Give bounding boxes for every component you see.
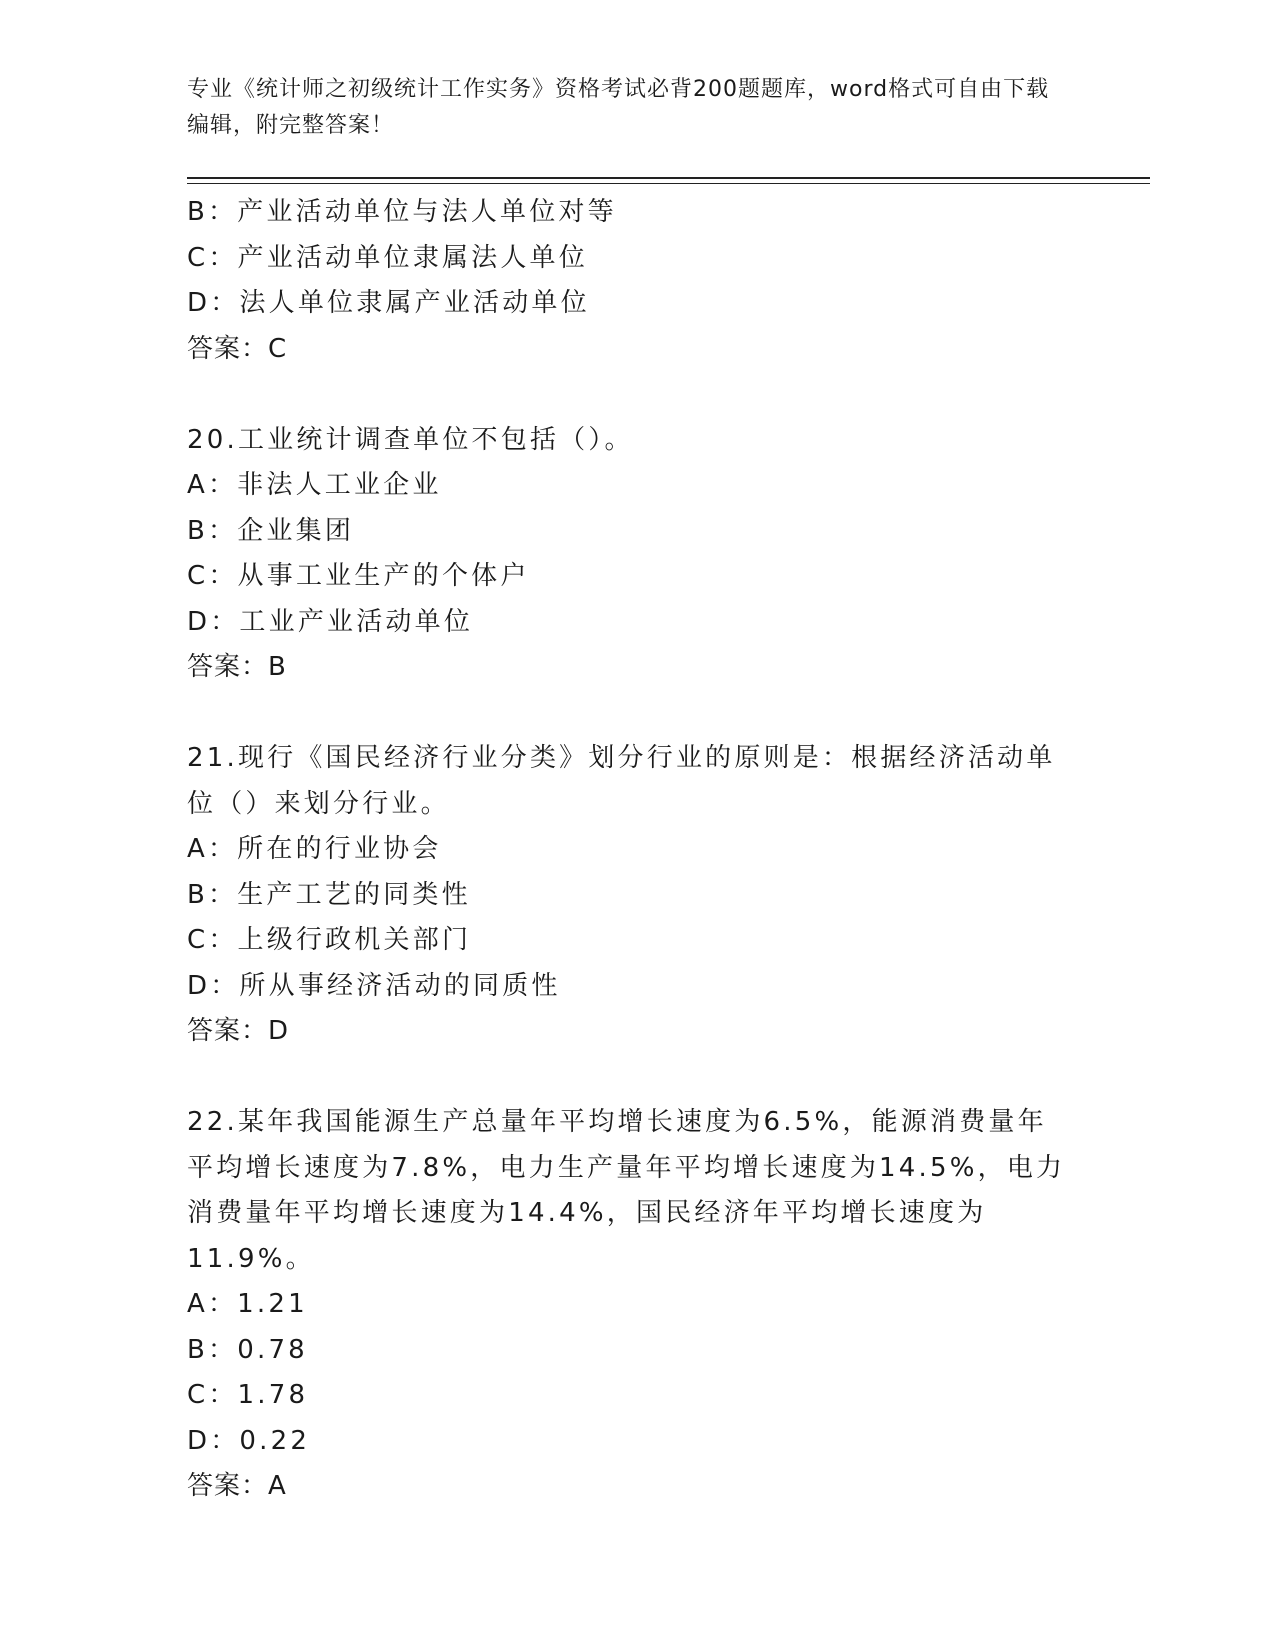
question-stem: 20.工业统计调查单位不包括（）。 xyxy=(187,424,634,455)
question-20 xyxy=(187,418,1087,691)
option-c: C：产业活动单位隶属法人单位 xyxy=(187,242,588,273)
document-header: 专业《统计师之初级统计工作实务》资格考试必背200题题库，word格式可自由下载编辑，附完整答案！ xyxy=(187,77,1050,138)
question-stem: 21.现行《国民经济行业分类》划分行业的原则是：根据经济活动单位（）来划分行业。 xyxy=(187,743,1056,819)
option-d: D：工业产业活动单位 xyxy=(187,606,474,637)
answer-line: 答案：C xyxy=(187,333,288,364)
option-c: C：上级行政机关部门 xyxy=(187,925,472,955)
spacer xyxy=(187,1055,1087,1101)
header-divider-thick xyxy=(187,177,1150,179)
option-d: D：0.22 xyxy=(187,1425,311,1456)
question-list xyxy=(187,190,1087,1510)
option-b: B：0.78 xyxy=(187,1334,308,1365)
option-b: B：生产工艺的同类性 xyxy=(187,879,471,910)
option-d: D：所从事经济活动的同质性 xyxy=(187,970,561,1001)
answer-line: 答案：D xyxy=(187,1016,290,1046)
question-19-continued xyxy=(187,190,1087,372)
question-22 xyxy=(187,1100,1087,1510)
option-c: C：从事工业生产的个体户 xyxy=(187,561,530,591)
option-d: D：法人单位隶属产业活动单位 xyxy=(187,288,590,318)
option-b: B：企业集团 xyxy=(187,515,355,546)
question-stem: 22.某年我国能源生产总量年平均增长速度为6.5%，能源消费量年平均增长速度为7.8%，电力生产量年平均增长速度为14.5%，电力消费量年平均增长速度为14.4%，国民经济年平均增长速度为11.9%。 xyxy=(187,1107,1066,1274)
option-a: A：所在的行业协会 xyxy=(187,834,442,864)
answer-line: 答案：A xyxy=(187,1471,287,1501)
answer-line: 答案：B xyxy=(187,652,287,682)
option-a: A：非法人工业企业 xyxy=(187,470,442,500)
option-c: C：1.78 xyxy=(187,1380,309,1410)
header-divider-thin xyxy=(187,183,1150,184)
spacer xyxy=(187,691,1087,737)
option-a: A：1.21 xyxy=(187,1289,308,1319)
question-21 xyxy=(187,736,1087,1055)
option-b: B：产业活动单位与法人单位对等 xyxy=(187,197,617,227)
spacer xyxy=(187,372,1087,418)
